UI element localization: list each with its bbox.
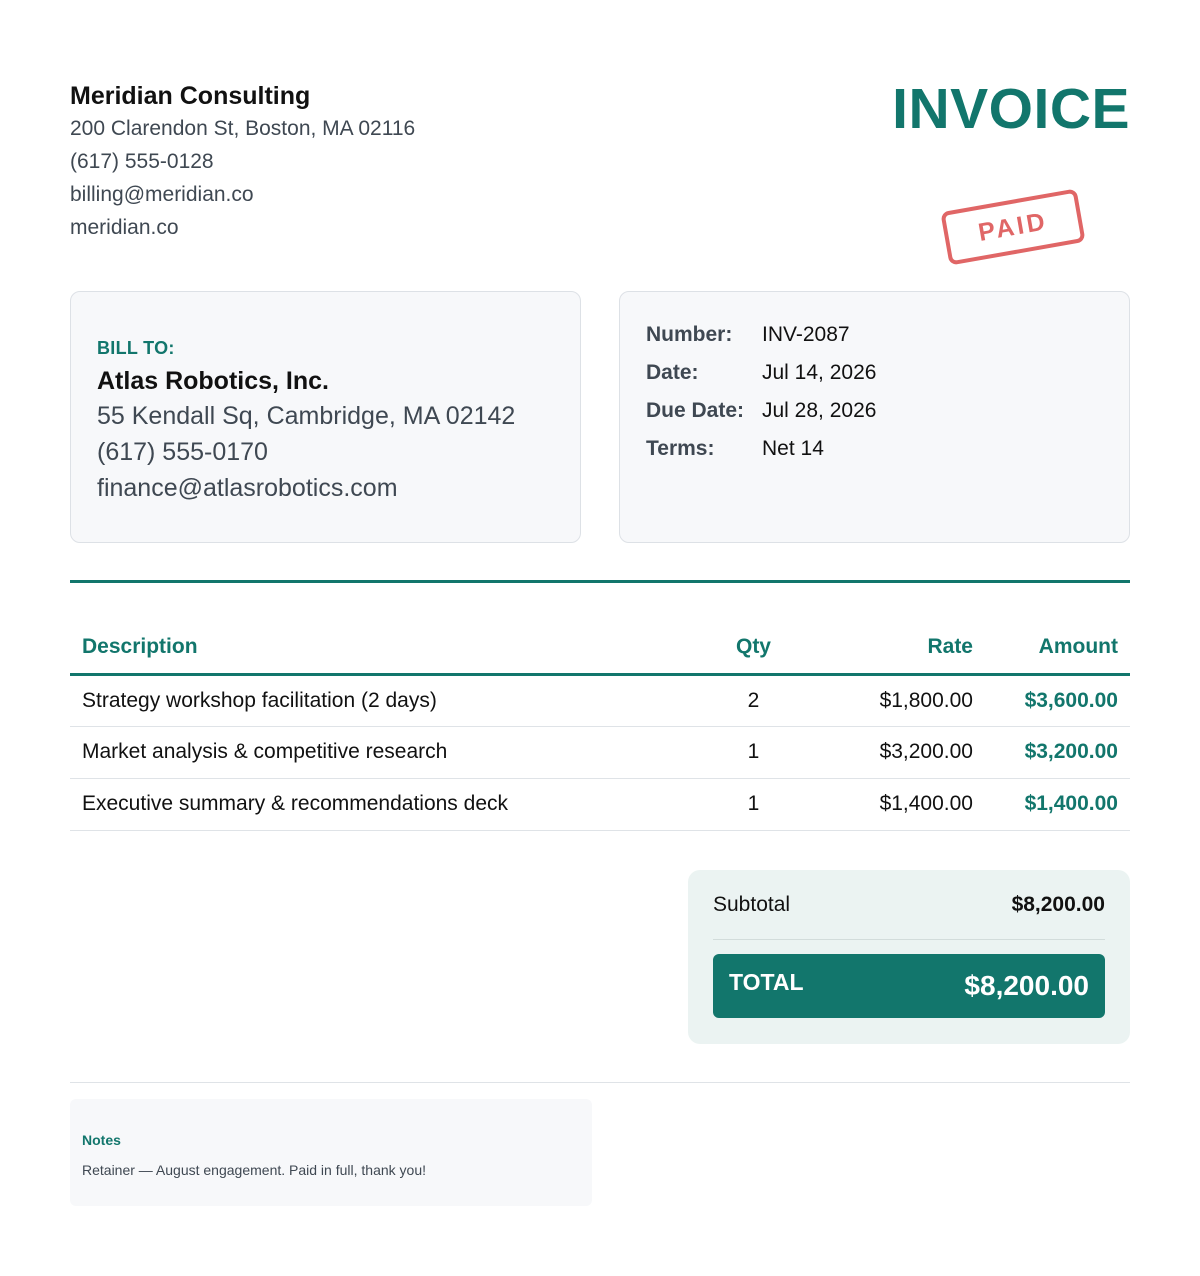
table-header-row [70, 622, 1130, 674]
company-email: billing@meridian.co [70, 183, 254, 206]
header-amount: Amount [985, 622, 1130, 674]
meta-row-date [646, 354, 1103, 392]
meta-terms-value: Net 14 [762, 437, 824, 460]
paid-stamp-text: PAID [976, 206, 1050, 247]
row-qty: 1 [690, 726, 817, 778]
subtotal-row [713, 870, 1105, 940]
header-description: Description [70, 622, 690, 674]
table-row [70, 726, 1130, 778]
row-qty: 2 [690, 674, 817, 726]
notes-label: Notes [82, 1132, 121, 1148]
client-phone: (617) 555-0170 [97, 438, 268, 466]
line-items-table [70, 622, 1130, 831]
row-qty: 1 [690, 778, 817, 830]
company-phone: (617) 555-0128 [70, 150, 214, 173]
company-address: 200 Clarendon St, Boston, MA 02116 [70, 117, 416, 140]
meta-terms-label: Terms: [646, 437, 715, 460]
invoice-meta-card [619, 291, 1130, 543]
company-name: Meridian Consulting [70, 82, 311, 110]
notes-text: Retainer — August engagement. Paid in full, thank you! [82, 1162, 426, 1178]
subtotal-value: $8,200.00 [1011, 892, 1105, 916]
row-description: Executive summary & recommendations deck [70, 778, 690, 830]
meta-number-label: Number: [646, 323, 733, 346]
meta-date-value: Jul 14, 2026 [762, 361, 877, 384]
meta-row-terms [646, 430, 1103, 468]
paid-stamp [940, 188, 1085, 265]
row-rate: $3,200.00 [817, 726, 985, 778]
row-amount: $1,400.00 [985, 778, 1130, 830]
client-address: 55 Kendall Sq, Cambridge, MA 02142 [97, 402, 516, 430]
meta-due-value: Jul 28, 2026 [762, 399, 877, 422]
total-value: $8,200.00 [964, 970, 1089, 1001]
header-rate: Rate [817, 622, 985, 674]
company-block [70, 80, 415, 244]
table-row [70, 674, 1130, 726]
total-label: TOTAL [729, 968, 804, 995]
total-bar [713, 954, 1105, 1018]
bill-to-label: BILL TO: [97, 338, 175, 358]
totals-panel [688, 870, 1130, 1044]
company-website: meridian.co [70, 216, 179, 239]
meta-number-value: INV-2087 [762, 323, 850, 346]
row-description: Market analysis & competitive research [70, 726, 690, 778]
header-qty: Qty [690, 622, 817, 674]
footer-divider [70, 1082, 1130, 1083]
row-amount: $3,200.00 [985, 726, 1130, 778]
meta-date-label: Date: [646, 361, 699, 384]
table-row [70, 778, 1130, 830]
row-amount: $3,600.00 [985, 674, 1130, 726]
row-rate: $1,400.00 [817, 778, 985, 830]
client-name: Atlas Robotics, Inc. [97, 367, 329, 395]
section-divider [70, 580, 1130, 583]
invoice-title: INVOICE [892, 77, 1130, 141]
meta-row-due [646, 392, 1103, 430]
row-rate: $1,800.00 [817, 674, 985, 726]
subtotal-label: Subtotal [713, 892, 791, 916]
notes-box [70, 1099, 592, 1206]
meta-row-number [646, 316, 1103, 354]
client-email: finance@atlasrobotics.com [97, 474, 398, 502]
meta-due-label: Due Date: [646, 399, 745, 422]
bill-to-card [70, 291, 581, 543]
row-description: Strategy workshop facilitation (2 days) [70, 674, 690, 726]
